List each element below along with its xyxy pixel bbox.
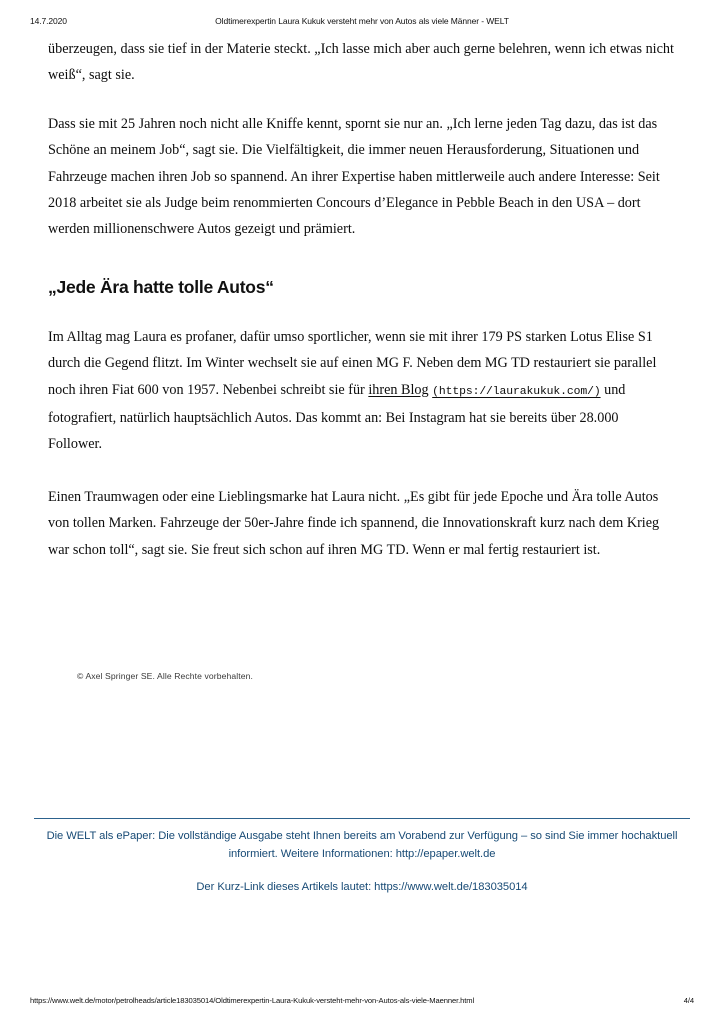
- document-title: Oldtimerexpertin Laura Kukuk versteht mehr von Autos als viele Männer - WELT: [215, 16, 509, 26]
- paragraph-4: Einen Traumwagen oder eine Lieblingsmarke hat Laura nicht. „Es gibt für jede Epoche und Ära tolle Autos von tollen Marken. Fahrzeuge der 50er-Jahre finde ich spannend, die Innovationskraft kurz nach dem Krieg war schon toll“, sagt sie. Sie freut sich schon auf ihren MG TD. Wenn er mal fertig restauriert ist.: [48, 488, 660, 558]
- print-header: [30, 16, 694, 30]
- article-body: [48, 36, 676, 589]
- epaper-promo-text: Die WELT als ePaper: Die vollständige Ausgabe steht Ihnen bereits am Vorabend zur Verfügung – so sind Sie immer hochaktuell informiert. Weitere Informationen: http://epaper.welt.de: [46, 830, 678, 860]
- paragraph-2: Dass sie mit 25 Jahren noch nicht alle Kniffe kennt, spornt sie nur an. „Ich lerne jeden Tag dazu, das ist das Schöne an meinem Job“, sagt sie. Die Vielfältigkeit, die immer neuen Herausforderung, Situationen und Fahrzeuge machen ihren Job so spannend. An ihrer Expertise haben mittlerweile auch andere Interesse: Seit 2018 arbeitet sie als Judge beim renommierten Concours d’Elegance in Pebble Beach in den USA – dort werden millionenschwere Autos gezeigt und prämiert.: [48, 115, 660, 238]
- print-date: 14.7.2020: [30, 16, 67, 26]
- blog-link-url[interactable]: (https://laurakukuk.com/): [432, 385, 601, 398]
- footer-source-url: https://www.welt.de/motor/petrolheads/article183035014/Oldtimerexpertin-Laura-Kukuk-versteht-mehr-von-Autos-als-viele-Maenner.html: [30, 996, 475, 1005]
- paragraph-3-text-after-link: und fotografiert, natürlich hauptsächlich Autos. Das kommt an: Bei Instagram hat sie bereits über 28.000 Follower.: [48, 381, 626, 453]
- copyright-notice: © Axel Springer SE. Alle Rechte vorbehalten.: [77, 671, 254, 681]
- paragraph-1: überzeugen, dass sie tief in der Materie steckt. „Ich lasse mich aber auch gerne belehren, wenn ich etwas nicht weiß“, sagt sie.: [48, 41, 674, 84]
- article-shortlink-text: Der Kurz-Link dieses Artikels lautet: https://www.welt.de/183035014: [196, 881, 528, 893]
- article-subheading: „Jede Ära hatte tolle Autos“: [48, 276, 274, 297]
- blog-link[interactable]: ihren Blog: [368, 381, 429, 398]
- epaper-promo-block: [34, 818, 690, 893]
- footer-page-number: 4/4: [683, 996, 694, 1005]
- paragraph-3: [48, 324, 676, 458]
- promo-divider: [34, 818, 690, 819]
- paragraph-3-text-before-link: Im Alltag mag Laura es profaner, dafür umso sportlicher, wenn sie mit ihrer 179 PS starken Lotus Elise S1 durch die Gegend flitzt. Im Winter wechselt sie auf einen MG F. Neben dem MG TD restauriert sie parallel noch ihren Fiat 600 von 1957. Nebenbei schreibt sie für: [48, 328, 657, 398]
- print-footer: [30, 996, 694, 1008]
